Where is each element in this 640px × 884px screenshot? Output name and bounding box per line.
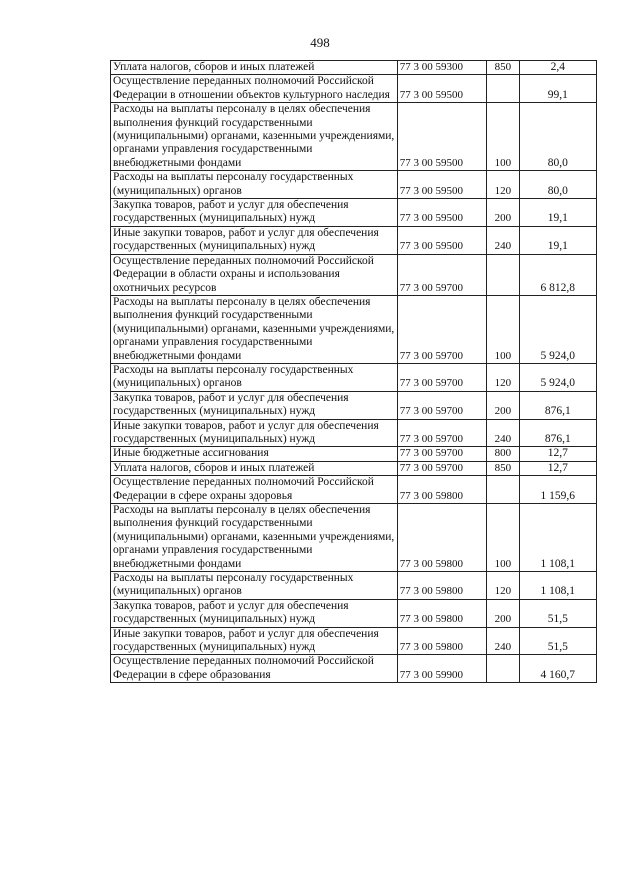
- expense-type-cell: 240: [487, 419, 519, 447]
- target-code-cell: 77 3 00 59700: [397, 295, 487, 363]
- table-row: [111, 447, 597, 461]
- table-row: [111, 627, 597, 655]
- expense-type-cell: 240: [487, 226, 519, 254]
- amount-cell: 51,5: [519, 599, 597, 627]
- expense-name-cell: Закупка товаров, работ и услуг для обеспечения государственных (муниципальных) нужд: [111, 391, 398, 419]
- expense-type-cell: 100: [487, 504, 519, 572]
- expense-name-cell: Осуществление переданных полномочий Российской Федерации в сфере образования: [111, 655, 398, 683]
- expense-type-cell: 120: [487, 171, 519, 199]
- target-code-cell: 77 3 00 59700: [397, 363, 487, 391]
- table-row: [111, 476, 597, 504]
- table-row: [111, 199, 597, 227]
- target-code-cell: 77 3 00 59800: [397, 627, 487, 655]
- target-code-cell: 77 3 00 59900: [397, 655, 487, 683]
- expense-name-cell: Расходы на выплаты персоналу государственных (муниципальных) органов: [111, 363, 398, 391]
- expense-type-cell: 200: [487, 199, 519, 227]
- expense-type-cell: 120: [487, 572, 519, 600]
- table-row: [111, 171, 597, 199]
- expense-name-cell: Закупка товаров, работ и услуг для обеспечения государственных (муниципальных) нужд: [111, 599, 398, 627]
- expense-type-cell: [487, 476, 519, 504]
- expense-type-cell: 850: [487, 61, 519, 75]
- expense-type-cell: [487, 75, 519, 103]
- expense-name-cell: Расходы на выплаты персоналу государственных (муниципальных) органов: [111, 572, 398, 600]
- expense-name-cell: Осуществление переданных полномочий Российской Федерации в отношении объектов культурного наследия: [111, 75, 398, 103]
- amount-cell: 51,5: [519, 627, 597, 655]
- table-row: [111, 226, 597, 254]
- expense-name-cell: Иные закупки товаров, работ и услуг для обеспечения государственных (муниципальных) нужд: [111, 627, 398, 655]
- amount-cell: 12,7: [519, 461, 597, 475]
- expense-type-cell: 800: [487, 447, 519, 461]
- expense-name-cell: Расходы на выплаты персоналу в целях обеспечения выполнения функций государственными (муниципальными) органами, казенными учреждениями, органами управления государственными внебюджетными фондами: [111, 504, 398, 572]
- expense-type-cell: 100: [487, 103, 519, 171]
- expense-name-cell: Закупка товаров, работ и услуг для обеспечения государственных (муниципальных) нужд: [111, 199, 398, 227]
- expense-name-cell: Расходы на выплаты персоналу государственных (муниципальных) органов: [111, 171, 398, 199]
- expense-name-cell: Иные закупки товаров, работ и услуг для обеспечения государственных (муниципальных) нужд: [111, 419, 398, 447]
- amount-cell: 12,7: [519, 447, 597, 461]
- budget-table: [110, 60, 597, 683]
- target-code-cell: 77 3 00 59500: [397, 226, 487, 254]
- target-code-cell: 77 3 00 59700: [397, 419, 487, 447]
- amount-cell: 19,1: [519, 199, 597, 227]
- target-code-cell: 77 3 00 59700: [397, 391, 487, 419]
- expense-type-cell: [487, 655, 519, 683]
- amount-cell: 5 924,0: [519, 295, 597, 363]
- target-code-cell: 77 3 00 59500: [397, 75, 487, 103]
- expense-name-cell: Расходы на выплаты персоналу в целях обеспечения выполнения функций государственными (муниципальными) органами, казенными учреждениями, органами управления государственными внебюджетными фондами: [111, 103, 398, 171]
- table-row: [111, 655, 597, 683]
- amount-cell: 80,0: [519, 103, 597, 171]
- page-number: 498: [310, 35, 330, 50]
- expense-name-cell: Уплата налогов, сборов и иных платежей: [111, 461, 398, 475]
- expense-type-cell: [487, 254, 519, 295]
- target-code-cell: 77 3 00 59700: [397, 254, 487, 295]
- expense-name-cell: Осуществление переданных полномочий Российской Федерации в сфере охраны здоровья: [111, 476, 398, 504]
- table-row: [111, 419, 597, 447]
- expense-type-cell: 850: [487, 461, 519, 475]
- target-code-cell: 77 3 00 59500: [397, 199, 487, 227]
- target-code-cell: 77 3 00 59500: [397, 103, 487, 171]
- table-row: [111, 103, 597, 171]
- table-row: [111, 61, 597, 75]
- table-row: [111, 461, 597, 475]
- amount-cell: 4 160,7: [519, 655, 597, 683]
- amount-cell: 1 108,1: [519, 572, 597, 600]
- target-code-cell: 77 3 00 59800: [397, 599, 487, 627]
- expense-name-cell: Уплата налогов, сборов и иных платежей: [111, 61, 398, 75]
- table-row: [111, 391, 597, 419]
- amount-cell: 876,1: [519, 391, 597, 419]
- table-row: [111, 504, 597, 572]
- expense-name-cell: Расходы на выплаты персоналу в целях обеспечения выполнения функций государственными (муниципальными) органами, казенными учреждениями, органами управления государственными внебюджетными фондами: [111, 295, 398, 363]
- amount-cell: 6 812,8: [519, 254, 597, 295]
- expense-name-cell: Иные бюджетные ассигнования: [111, 447, 398, 461]
- expense-type-cell: 200: [487, 599, 519, 627]
- table-row: [111, 295, 597, 363]
- amount-cell: 80,0: [519, 171, 597, 199]
- target-code-cell: 77 3 00 59300: [397, 61, 487, 75]
- amount-cell: 2,4: [519, 61, 597, 75]
- amount-cell: 19,1: [519, 226, 597, 254]
- amount-cell: 1 108,1: [519, 504, 597, 572]
- expense-name-cell: Иные закупки товаров, работ и услуг для обеспечения государственных (муниципальных) нужд: [111, 226, 398, 254]
- target-code-cell: 77 3 00 59700: [397, 461, 487, 475]
- table-row: [111, 599, 597, 627]
- expense-type-cell: 100: [487, 295, 519, 363]
- expense-name-cell: Осуществление переданных полномочий Российской Федерации в области охраны и использования охотничьих ресурсов: [111, 254, 398, 295]
- table-row: [111, 75, 597, 103]
- amount-cell: 99,1: [519, 75, 597, 103]
- table-row: [111, 572, 597, 600]
- amount-cell: 876,1: [519, 419, 597, 447]
- expense-type-cell: 120: [487, 363, 519, 391]
- amount-cell: 1 159,6: [519, 476, 597, 504]
- expense-type-cell: 240: [487, 627, 519, 655]
- target-code-cell: 77 3 00 59500: [397, 171, 487, 199]
- target-code-cell: 77 3 00 59800: [397, 504, 487, 572]
- expense-type-cell: 200: [487, 391, 519, 419]
- table-row: [111, 254, 597, 295]
- target-code-cell: 77 3 00 59800: [397, 476, 487, 504]
- amount-cell: 5 924,0: [519, 363, 597, 391]
- target-code-cell: 77 3 00 59800: [397, 572, 487, 600]
- table-row: [111, 363, 597, 391]
- target-code-cell: 77 3 00 59700: [397, 447, 487, 461]
